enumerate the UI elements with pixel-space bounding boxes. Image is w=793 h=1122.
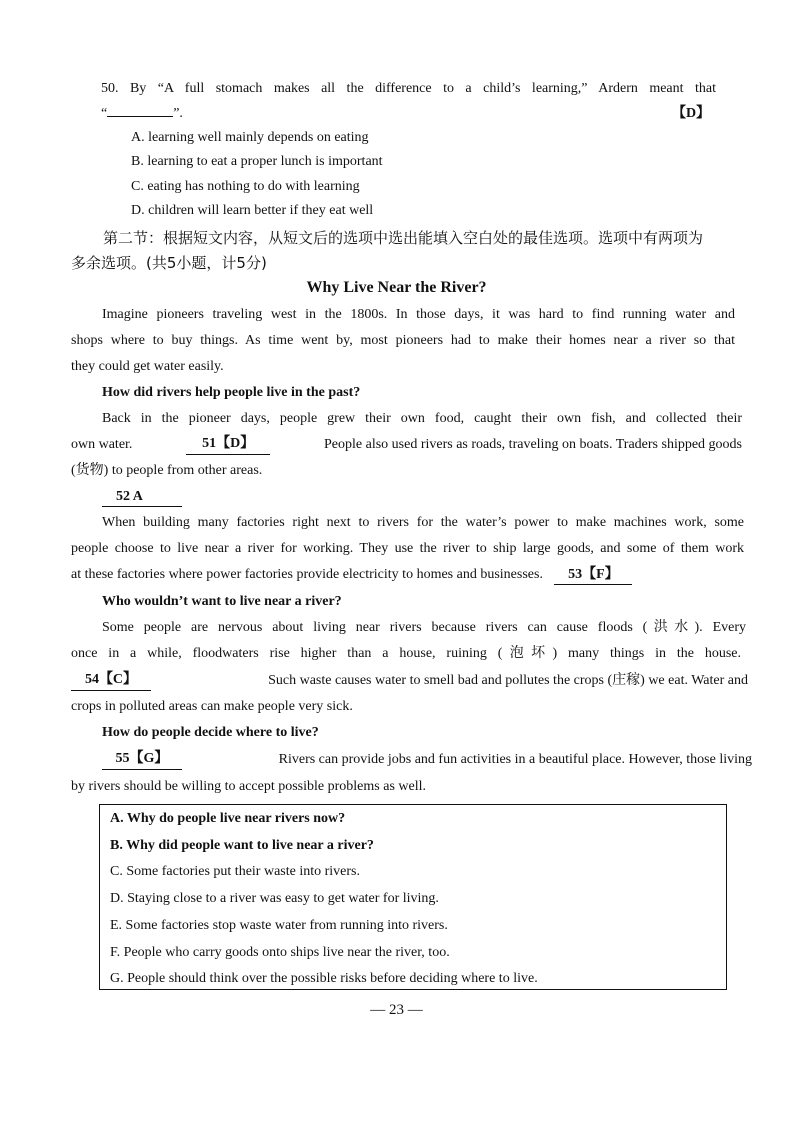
q50-stem-blank: “ ”. bbox=[101, 106, 183, 121]
choice-e: E. Some factories stop waste water from running into rivers. bbox=[110, 918, 448, 933]
blank-55: 55【G】 bbox=[102, 750, 182, 770]
choice-d: D. Staying close to a river was easy to get water for living. bbox=[110, 891, 439, 906]
q50-stem: 50. By “A full stomach makes all the difference to a child’s learning,” Ardern meant that bbox=[101, 81, 716, 96]
heading-who-wouldnt: Who wouldn’t want to live near a river? bbox=[102, 594, 342, 609]
p5-line1: 55【G】 Rivers can provide jobs and fun activities in a beautiful place. However, those living bbox=[102, 750, 752, 770]
q50-answer: 【D】 bbox=[672, 106, 711, 121]
choice-b: B. Why did people want to live near a river? bbox=[110, 838, 374, 853]
choice-g: G. People should think over the possible risks before deciding where to live. bbox=[110, 971, 538, 986]
p3-line3: at these factories where power factories provide electricity to homes and businesses. 53【F】 bbox=[71, 565, 632, 585]
blank-52-line bbox=[102, 487, 182, 507]
p2-line2: own water. 51【D】 People also used rivers as roads, traveling on boats. Traders shipped goods bbox=[71, 435, 742, 455]
p1-line1: Imagine pioneers traveling west in the 1800s. In those days, it was hard to find running water and bbox=[102, 307, 735, 322]
q50-option-b: B. learning to eat a proper lunch is important bbox=[131, 154, 383, 169]
p3-line1: When building many factories right next to rivers for the water’s power to make machines work, some bbox=[102, 515, 744, 530]
q50-option-d: D. children will learn better if they eat well bbox=[131, 203, 374, 218]
passage-title: Why Live Near the River? bbox=[306, 279, 487, 296]
p2-line3: (货物) to people from other areas. bbox=[71, 463, 263, 478]
section2-instruction-line1: 第二节：根据短文内容，从短文后的选项中选出能填入空白处的最佳选项。选项中有两项为 bbox=[103, 229, 704, 247]
p4-line2: once in a while, floodwaters rise higher than a house, ruining (泡坏) many things in the house. bbox=[71, 646, 741, 661]
q50-option-c: C. eating has nothing to do with learning bbox=[131, 179, 360, 194]
p3-line2: people choose to live near a river for working. They use the river to ship large goods, and some of them work bbox=[71, 541, 744, 556]
p4-line4: crops in polluted areas can make people very sick. bbox=[71, 699, 353, 714]
heading-past: How did rivers help people live in the past? bbox=[102, 385, 361, 400]
q50-blank bbox=[107, 116, 173, 117]
blank-54: 54【C】 bbox=[71, 671, 151, 691]
p2-line1: Back in the pioneer days, people grew their own food, caught their own fish, and collected their bbox=[102, 411, 742, 426]
choice-c: C. Some factories put their waste into rivers. bbox=[110, 864, 360, 879]
q50-option-a: A. learning well mainly depends on eating bbox=[131, 130, 369, 145]
p4-line1: Some people are nervous about living near rivers because rivers can cause floods (洪水). Every bbox=[102, 620, 746, 635]
blank-52: 52 A bbox=[102, 488, 182, 507]
p5-line2: by rivers should be willing to accept possible problems as well. bbox=[71, 779, 426, 794]
heading-decide: How do people decide where to live? bbox=[102, 725, 319, 740]
choice-f: F. People who carry goods onto ships live near the river, too. bbox=[110, 945, 450, 960]
p4-line3: 54【C】 Such waste causes water to smell bad and pollutes the crops (庄稼) we eat. Water and bbox=[71, 671, 748, 691]
options-box bbox=[99, 804, 727, 990]
blank-51: 51【D】 bbox=[186, 435, 270, 455]
blank-53: 53【F】 bbox=[554, 566, 632, 585]
section2-instruction-line2: 多余选项。(共5小题，计5分) bbox=[71, 254, 267, 272]
p1-line2: shops where to buy things. As time went by, most pioneers had to make their homes near a river so that bbox=[71, 333, 735, 348]
choice-a: A. Why do people live near rivers now? bbox=[110, 811, 346, 826]
p1-line3: they could get water easily. bbox=[71, 359, 224, 374]
page-number: — 23 — bbox=[370, 1002, 423, 1018]
